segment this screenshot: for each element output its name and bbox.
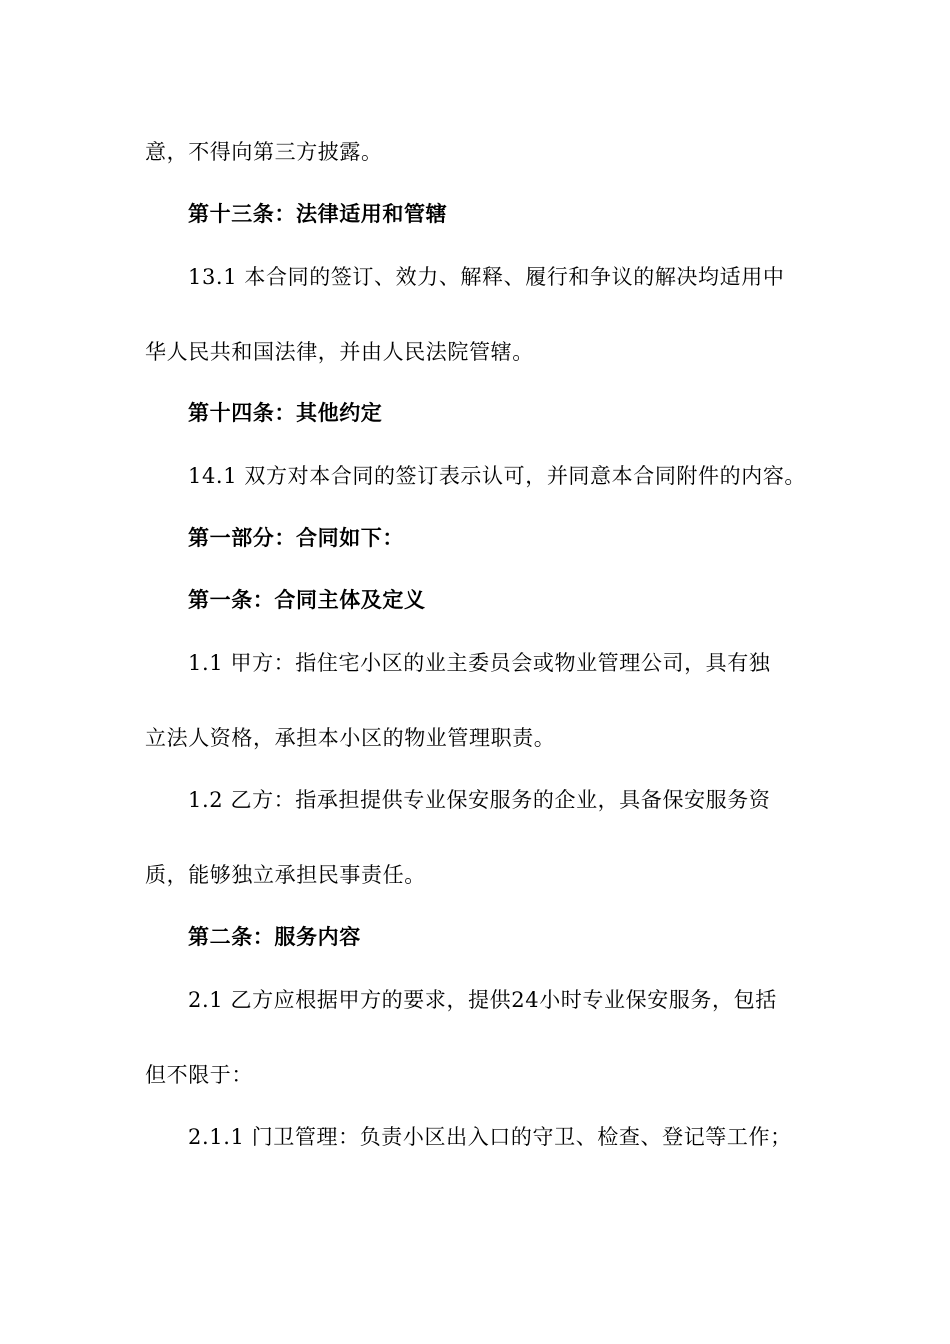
clause-2-1-continued: 但不限于： [145, 1063, 253, 1087]
clause-1-1-continued: 立法人资格，承担本小区的物业管理职责。 [145, 726, 556, 750]
article-heading-2: 第二条：服务内容 [188, 924, 361, 949]
clause-13-1: 13.1 本合同的签订、效力、解释、履行和争议的解决均适用中 [188, 265, 785, 289]
clause-13-1-continued: 华人民共和国法律，并由人民法院管辖。 [145, 340, 534, 364]
article-heading-1: 第一条：合同主体及定义 [188, 587, 426, 612]
clause-2-1-1: 2.1.1 门卫管理：负责小区出入口的守卫、检查、登记等工作； [188, 1125, 792, 1149]
clause-1-1: 1.1 甲方：指住宅小区的业主委员会或物业管理公司，具有独 [188, 651, 771, 675]
clause-1-2-continued: 质，能够独立承担民事责任。 [145, 863, 426, 887]
section-heading-13: 第十三条：法律适用和管辖 [188, 201, 448, 226]
clause-14-1: 14.1 双方对本合同的签订表示认可，并同意本合同附件的内容。 [188, 464, 807, 488]
paragraph-line: 意，不得向第三方披露。 [145, 140, 383, 164]
section-heading-14: 第十四条：其他约定 [188, 400, 383, 425]
clause-2-1: 2.1 乙方应根据甲方的要求，提供24小时专业保安服务，包括 [188, 988, 777, 1012]
part-heading-1: 第一部分：合同如下： [188, 525, 404, 550]
clause-1-2: 1.2 乙方：指承担提供专业保安服务的企业，具备保安服务资 [188, 788, 771, 812]
